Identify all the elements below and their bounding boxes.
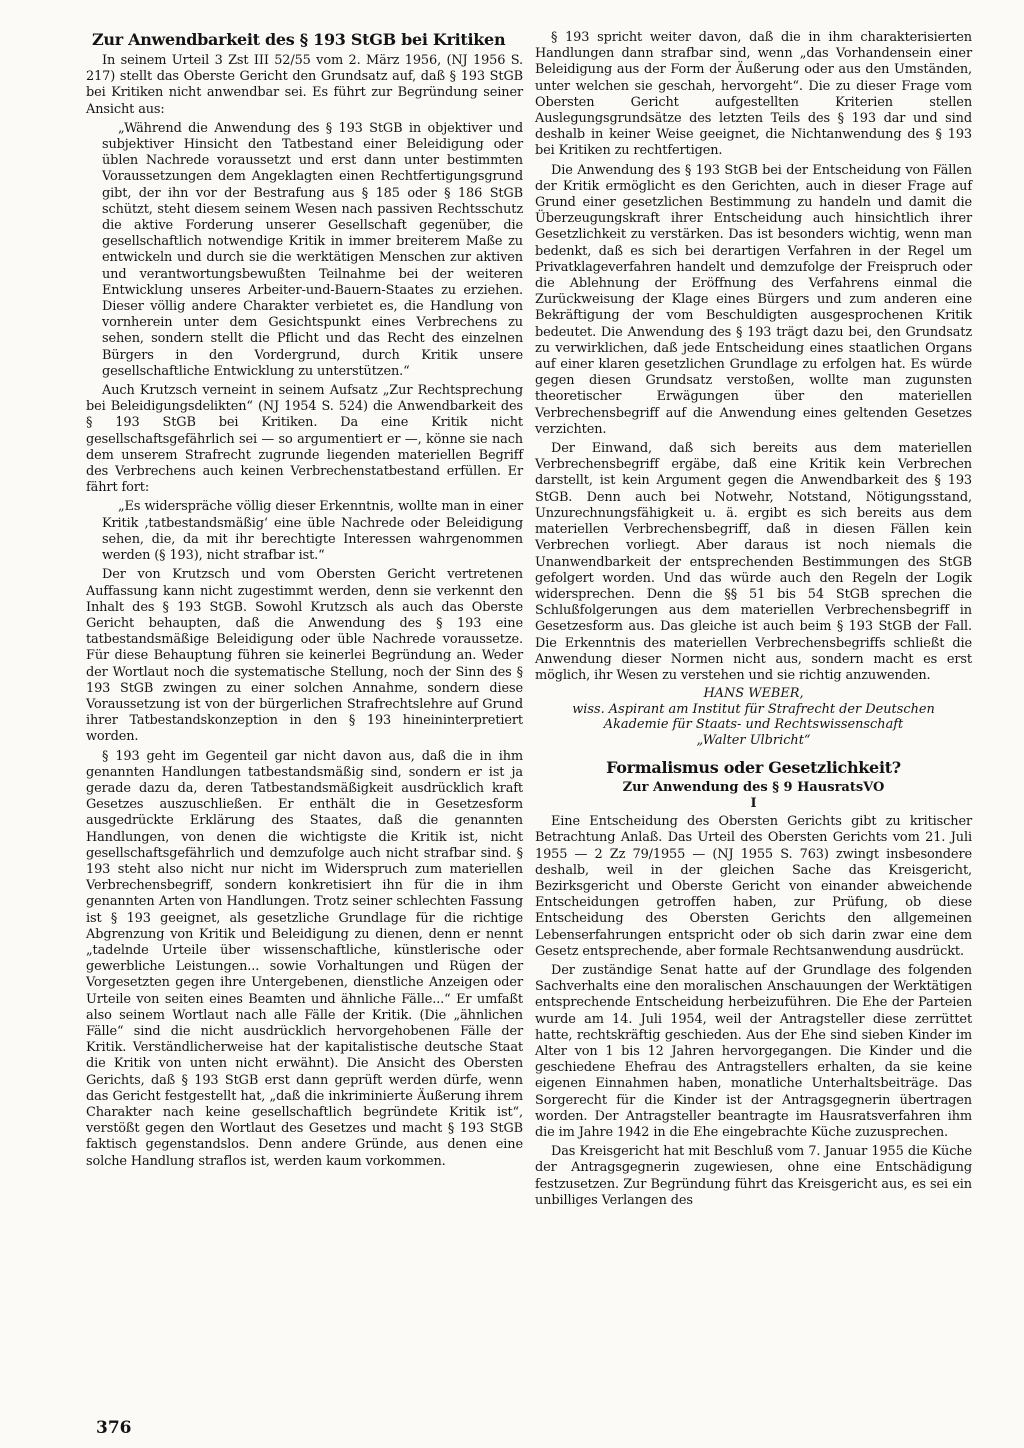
author-affiliation-line: wiss. Aspirant am Institut für Strafrecht der Deutschen bbox=[572, 701, 935, 717]
page-number: 376 bbox=[96, 1418, 132, 1438]
quote-paragraph: „Es widerspräche völlig dieser Erkenntnis, wollte man in einer Kritik ‚tatbestandsmäßig‘ eine üble Nachrede oder Beleidigung sehen, die, da mit ihr berechtigte Interessen wahrgenommen werden (§ 193), nicht strafbar ist.“ bbox=[102, 499, 523, 564]
paragraph: Der von Krutzsch und vom Obersten Gericht vertretenen Auffassung kann nicht zugestimmt werden, denn sie verkennt den Inhalt des § 193 StGB. Sowohl Krutzsch als auch das Oberste Gericht behaupten, daß die Anwendung des § 193 eine tatbestandsmäßige Beleidigung oder üble Nachrede voraussetze. Für diese Behauptung führen sie keinerlei Begründung an. Weder der Wortlaut noch die systematische Stellung, noch der Sinn des § 193 StGB zwingen zu einer solchen Annahme, sondern diese Voraussetzung ist von der bürgerlichen Strafrechtslehre auf Grund ihrer Tatbestandskonzeption in den § 193 hineininterpretiert worden. bbox=[86, 567, 523, 745]
section-subtitle: Zur Anwendung des § 9 HausratsVO bbox=[622, 780, 885, 796]
paragraph: Die Anwendung des § 193 StGB bei der Entscheidung von Fällen der Kritik ermöglicht es den Gerichten, auch in dieser Frage auf Grund einer gesetzlichen Bestimmung zu handeln und damit die Überzeugungskraft ihrer Entscheidung auch hinsichtlich ihrer Gesetzlichkeit zu verstärken. Das ist besonders wichtig, wenn man bedenkt, daß es sich bei derartigen Verfahren in der Regel um Privatklageverfahren handelt und demzufolge der Freispruch oder die Ablehnung der Eröffnung des Verfahrens einmal die Zurückweisung der Klage eines Bürgers und zum anderen eine Bekräftigung der vom Beschuldigten ausgesprochenen Kritik bedeutet. Die Anwendung des § 193 trägt dazu bei, den Grundsatz zu verwirklichen, daß jede Entscheidung eines staatlichen Organs auf einer klaren gesetzlichen Grundlage zu erfolgen hat. Es würde gegen diesen Grundsatz verstoßen, wollte man zugunsten theoretischer Erwägungen über den materiellen Verbrechensbegriff auf die Anwendung eines geltenden Gesetzes verzichten. bbox=[535, 162, 972, 437]
paragraph: Der zuständige Senat hatte auf der Grundlage des folgenden Sachverhalts eine den moralischen Anschauungen der Werktätigen entsprechende Entscheidung herbeizuführen. Die Ehe der Parteien wurde am 14. Juli 1954, weil der Antragsteller diese zerrüttet hatte, rechtskräftig geschieden. Aus der Ehe sind sieben Kinder im Alter von 1 bis 12 Jahren hervorgegangen. Die Kinder und die geschiedene Ehefrau des Antragstellers erhalten, da sie keine eigenen Einnahmen haben, monatliche Unterhaltsbeiträge. Das Sorgerecht für die Kinder ist der Antragsgegnerin übertragen worden. Der Antragsteller beantragte im Hausratsverfahren ihm die im Jahre 1942 in die Ehe eingebrachte Küche zuzusprechen. bbox=[535, 962, 972, 1140]
left-column bbox=[86, 30, 523, 1170]
author-affiliation-line: Akademie für Staats- und Rechtswissenschaft bbox=[603, 717, 904, 733]
paragraph: Das Kreisgericht hat mit Beschluß vom 7. Januar 1955 die Küche der Antragsgegnerin zugewiesen, ohne eine Entschädigung festzusetzen. Zur Begründung führt das Kreisgericht aus, es sei ein unbilliges Verlangen des bbox=[535, 1144, 972, 1208]
quote-paragraph: „Während die Anwendung des § 193 StGB in objektiver und subjektiver Hinsicht den Tatbestand einer Beleidigung oder üblen Nachrede voraussetzt und erst dann unter bestimmten Voraussetzungen dem Angeklagten einen Rechtfertigungsgrund gibt, der ihn vor der Bestrafung aus § 185 oder § 186 StGB schützt, steht diesem seinem Wesen nach passiven Rechtsschutz die aktive Forderung unserer Gesellschaft gegenüber, die gesellschaftlich notwendige Kritik in immer breiterem Maße zu entwickeln und durch sie die werktätigen Menschen zur aktiven und verantwortungsbewußten Teilnahme bei der weiteren Entwicklung unseres Arbeiter-und-Bauern-Staates zu erziehen. Dieser völlig andere Charakter verbietet es, die Handlung von vornherein unter dem Gesichtspunkt eines Verbrechens zu sehen, sondern stellt die Pflicht und das Recht des einzelnen Bürgers in den Vordergrund, durch Kritik unsere gesellschaftliche Entwicklung zu unterstützen.“ bbox=[102, 120, 523, 379]
section-title: Formalismus oder Gesetzlichkeit? bbox=[606, 758, 901, 778]
section-number: I bbox=[750, 796, 757, 812]
paragraph: Der Einwand, daß sich bereits aus dem materiellen Verbrechensbegriff ergäbe, daß eine Kritik kein Verbrechen darstellt, ist kein Argument gegen die Anwendbarkeit des § 193 StGB. Denn auch bei Notwehr, Notstand, Nötigungsstand, Unzurechnungsfähigkeit u. ä. ergibt es sich bereits aus dem materiellen Verbrechensbegriff, daß in diesen Fällen kein Verbrechen vorliegt. Aber daraus ist noch niemals die Unanwendbarkeit der entsprechenden Bestimmungen des StGB gefolgert worden. Und das würde auch den Regeln der Logik widersprechen. Denn die §§ 51 bis 54 StGB sprechen die Schlußfolgerungen aus dem materiellen Verbrechensbegriff in Gesetzesform aus. Das gleiche ist auch beim § 193 StGB der Fall. Die Erkenntnis des materiellen Verbrechensbegriffs schließt die Anwendung dieser Normen nicht aus, sondern macht es erst möglich, ihr Wesen zu verstehen und sie richtig anzuwenden. bbox=[535, 441, 972, 683]
author-affiliation-line: „Walter Ulbricht“ bbox=[696, 732, 811, 748]
paragraph: Eine Entscheidung des Obersten Gerichts gibt zu kritischer Betrachtung Anlaß. Das Urteil des Obersten Gerichts vom 21. Juli 1955 — 2 Zz 79/1955 — (NJ 1955 S. 763) zwingt insbesondere deshalb, weil in der gleichen Sache das Kreisgericht, Bezirksgericht und Oberste Gericht von einander abweichende Entscheidungen getroffen haben, zur Prüfung, ob diese Entscheidung des Obersten Gerichts den allgemeinen Lebenserfahrungen entspricht oder ob sich darin zwar eine dem Gesetz entsprechende, aber formale Rechtsanwendung ausdrückt. bbox=[535, 814, 972, 959]
paragraph: Auch Krutzsch verneint in seinem Aufsatz „Zur Rechtsprechung bei Beleidigungsdelikten“ (NJ 1954 S. 524) die Anwendbarkeit des § 193 StGB bei Kritiken. Da eine Kritik nicht gesellschaftsgefährlich sei — so argumentiert er —, könne sie nach dem unserem Strafrecht zugrunde liegenden materiellen Begriff des Verbrechens auch keinen Verbrechenstatbestand erfüllen. Er fährt fort: bbox=[86, 383, 523, 496]
paragraph: § 193 geht im Gegenteil gar nicht davon aus, daß die in ihm genannten Handlungen tatbestandsmäßig sind, sondern er ist ja gerade dazu da, deren Tatbestandsmäßigkeit ausdrücklich kraft Gesetzes auszuschließen. Er enthält die in Gesetzesform ausgedrückte Erklärung des Staates, daß die genannten Handlungen, von denen die wichtigste die Kritik ist, nicht gesellschaftsgefährlich und demzufolge auch nicht strafbar sind. § 193 steht also nicht nur nicht im Widerspruch zum materiellen Verbrechensbegriff, sondern konkretisiert ihn für die in ihm genannten Arten von Handlungen. Trotz seiner schlechten Fassung ist § 193 geeignet, als gesetzliche Grundlage für die richtige Abgrenzung von Kritik und Beleidigung zu dienen, denn er nennt „tadelnde Urteile über wissenschaftliche, künstlerische oder gewerbliche Leistungen... sowie Vorhaltungen und Rügen der Vorgesetzten gegen ihre Untergebenen, dienstliche Anzeigen oder Urteile von seiten eines Beamten und ähnliche Fälle...“ Er umfaßt also seinem Wortlaut nach alle Fälle der Kritik. (Die „ähnlichen Fälle“ sind die nicht ausdrücklich hervorgehobenen Fälle der Kritik. Verständlicherweise hat der kapitalistische deutsche Staat die Kritik von unten nicht erwähnt). Die Ansicht des Obersten Gerichts, daß § 193 StGB erst dann geprüft werden dürfe, wenn das Gericht festgestellt hat, „daß die inkriminierte Äußerung ihrem Charakter nach keine gesellschaftlich begründete Kritik ist“, verstößt gegen den Wortlaut des Gesetzes und macht § 193 StGB faktisch gegenstandslos. Denn andere Gründe, aus denen eine solche Handlung straflos ist, werden kaum vorkommen. bbox=[86, 748, 523, 1169]
paragraph: § 193 spricht weiter davon, daß die in ihm charakterisierten Handlungen dann strafbar sind, wenn „das Vorhandensein einer Beleidigung aus der Form der Äußerung oder aus den Umständen, unter welchen sie geschah, hervorgeht“. Die zu dieser Frage vom Obersten Gericht aufgestellten Kriterien stellen Auslegungsgrundsätze des letzten Teils des § 193 dar und sind deshalb in keiner Weise geeignet, die Nichtanwendung des § 193 bei Kritiken zu rechtfertigen. bbox=[535, 30, 972, 159]
right-column bbox=[535, 30, 972, 1209]
author-name: HANS WEBER, bbox=[703, 686, 804, 702]
article-title: Zur Anwendbarkeit des § 193 StGB bei Kritiken bbox=[92, 30, 506, 49]
paragraph: In seinem Urteil 3 Zst III 52/55 vom 2. März 1956, (NJ 1956 S. 217) stellt das Oberste Gericht den Grundsatz auf, daß § 193 StGB bei Kritiken nicht anwendbar sei. Es führt zur Begründung seiner Ansicht aus: bbox=[86, 53, 523, 117]
